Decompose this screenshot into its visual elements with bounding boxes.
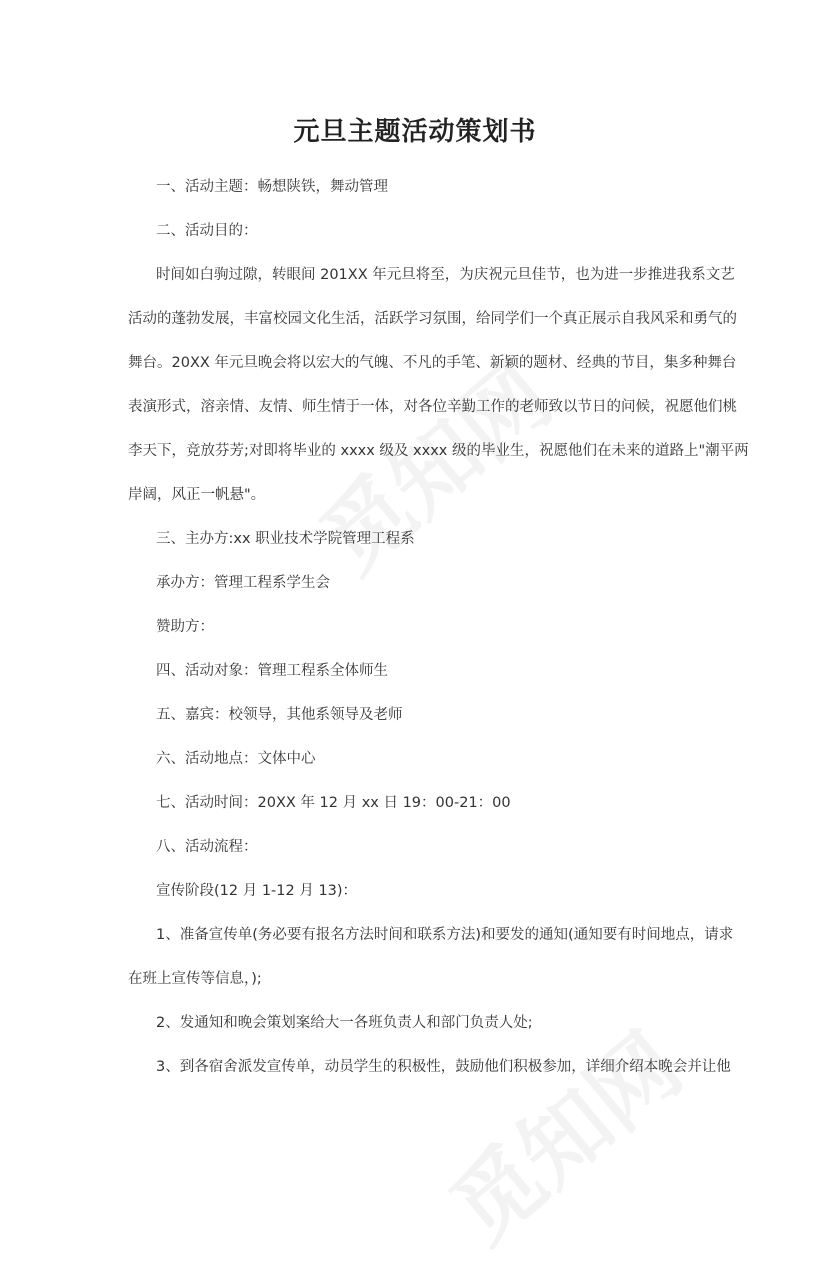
co-organizer-line: 承办方：管理工程系学生会	[156, 575, 330, 591]
document-title: 元旦主题活动策划书	[293, 117, 537, 147]
section-heading-organizer: 三、主办方:xx 职业技术学院管理工程系	[156, 531, 415, 547]
section-heading-process: 八、活动流程：	[156, 839, 258, 855]
paragraph-line: 活动的蓬勃发展，丰富校园文化生活，活跃学习氛围，给同学们一个真正展示自我风采和勇气的	[128, 311, 737, 327]
section-heading-guests: 五、嘉宾：校领导，其他系领导及老师	[156, 707, 403, 723]
section-heading-location: 六、活动地点：文体中心	[156, 751, 316, 767]
list-item-line: 3、到各宿舍派发宣传单，动员学生的积极性，鼓励他们积极参加，详细介绍本晚会并让他	[156, 1059, 731, 1075]
section-heading-audience: 四、活动对象：管理工程系全体师生	[156, 663, 388, 679]
section-heading-theme: 一、活动主题：畅想陕铁，舞动管理	[156, 179, 388, 195]
list-item-line: 2、发通知和晚会策划案给大一各班负责人和部门负责人处;	[156, 1015, 533, 1031]
paragraph-line: 岸阔，风正一帆悬"。	[128, 487, 266, 503]
section-heading-purpose: 二、活动目的：	[156, 223, 258, 239]
paragraph-line: 舞台。20XX 年元旦晚会将以宏大的气魄、不凡的手笔、新颖的题材、经典的节目，集多种舞台	[128, 355, 737, 371]
paragraph-line: 李天下，竞放芬芳;对即将毕业的 xxxx 级及 xxxx 级的毕业生，祝愿他们在未来的道路上"潮平两	[128, 443, 749, 459]
paragraph-line: 表演形式，溶亲情、友情、师生情于一体，对各位辛勤工作的老师致以节日的问候，祝愿他们桃	[128, 399, 737, 415]
list-item-line: 在班上宣传等信息，);	[128, 971, 262, 987]
watermark-text	[420, 1000, 703, 1266]
list-item-line: 1、准备宣传单(务必要有报名方法时间和联系方法)和要发的通知(通知要有时间地点，请求	[156, 927, 734, 943]
paragraph-line: 时间如白驹过隙，转眼间 201XX 年元旦将至，为庆祝元旦佳节，也为进一步推进我系文艺	[156, 267, 735, 283]
subheading-promotion: 宣传阶段(12 月 1-12 月 13)：	[156, 883, 358, 899]
section-heading-time: 七、活动时间：20XX 年 12 月 xx 日 19：00-21：00	[156, 795, 511, 811]
sponsor-line: 赞助方：	[156, 619, 214, 635]
